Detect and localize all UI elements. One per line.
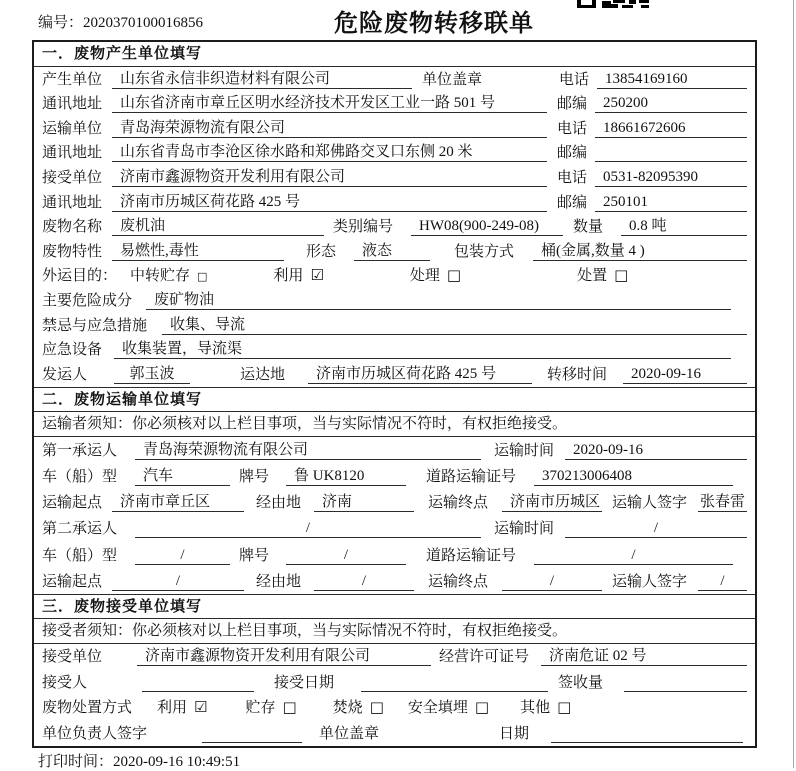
document-number-value: 2020370100016856 bbox=[83, 15, 204, 31]
row-receiver bbox=[34, 165, 755, 190]
carrier-value: / bbox=[135, 520, 481, 538]
plate-label: 牌号 bbox=[239, 547, 270, 564]
transporter-notice: 运输者须知：你必须核对以上栏目事项，当与实际情况不符时，有权拒绝接受。 bbox=[34, 412, 755, 437]
address-value: 山东省青岛市李沧区徐水路和郑佛路交叉口东侧 20 米 bbox=[112, 140, 547, 162]
address-value: 济南市历城区荷花路 425 号 bbox=[112, 190, 547, 212]
date-label: 日期 bbox=[499, 725, 530, 742]
checkbox-label: 中转贮存 bbox=[130, 268, 191, 285]
receiving-unit-label: 接受单位 bbox=[42, 649, 103, 666]
page-right-edge-line bbox=[793, 0, 794, 768]
row-vehicle-2 bbox=[34, 541, 755, 567]
producer-value: 山东省永信非织造材料有限公司 bbox=[112, 67, 412, 89]
checkbox-checked-icon: ☑ bbox=[194, 698, 208, 717]
receiver-label: 接受单位 bbox=[42, 169, 103, 186]
checkbox-label: 贮存 bbox=[245, 700, 276, 717]
origin-label: 运输起点 bbox=[42, 573, 103, 590]
row-receiver-address bbox=[34, 190, 755, 215]
zip-label: 邮编 bbox=[557, 194, 588, 211]
equipment-value: 收集装置，导流渠 bbox=[114, 337, 731, 359]
character-label: 废物特性 bbox=[42, 243, 103, 260]
purpose-label: 外运目的： bbox=[42, 268, 118, 285]
quantity-value: 0.8 吨 bbox=[621, 214, 747, 236]
permit-label: 经营许可证号 bbox=[439, 649, 530, 666]
shipper-value: 郭玉波 bbox=[114, 362, 190, 384]
purpose-option-use bbox=[273, 264, 323, 285]
road-license-value: 370213006408 bbox=[534, 468, 733, 486]
purpose-option-storage bbox=[130, 264, 207, 285]
origin-label: 运输起点 bbox=[42, 495, 103, 512]
hazard-value: 废矿物油 bbox=[146, 288, 731, 310]
vehicle-type-value: / bbox=[135, 547, 230, 565]
checkbox-icon: □ bbox=[614, 266, 629, 285]
document-number-label: 编号： bbox=[38, 15, 84, 31]
received-amount-label: 签收量 bbox=[558, 674, 604, 691]
checkbox-label: 其他 bbox=[520, 700, 551, 717]
plate-value: / bbox=[286, 547, 406, 565]
vehicle-type-label: 车（船）型 bbox=[42, 547, 118, 564]
print-time-label: 打印时间： bbox=[38, 754, 114, 770]
purpose-option-dispose bbox=[577, 264, 628, 285]
zip-value: 250200 bbox=[595, 95, 747, 113]
receiving-unit-value: 济南市鑫源物资开发利用有限公司 bbox=[137, 644, 431, 666]
purpose-option-treat bbox=[410, 264, 461, 285]
row-route-2 bbox=[34, 568, 755, 594]
receive-date-value bbox=[361, 691, 548, 692]
endpoint-label: 运输终点 bbox=[428, 495, 489, 512]
endpoint-value: 济南市历城区 bbox=[502, 490, 602, 512]
origin-value: 济南市章丘区 bbox=[112, 490, 244, 512]
emergency-value: 收集、导流 bbox=[162, 313, 747, 335]
responsible-signature-value bbox=[202, 742, 302, 743]
receive-date-label: 接受日期 bbox=[274, 674, 335, 691]
via-value: / bbox=[314, 573, 414, 591]
checkbox-label: 利用 bbox=[273, 268, 304, 285]
checkbox-icon: □ bbox=[557, 698, 572, 717]
phone-label: 电话 bbox=[557, 120, 588, 137]
row-waste-name bbox=[34, 215, 755, 240]
qr-code-fragment bbox=[577, 0, 655, 9]
vehicle-type-label: 车（船）型 bbox=[42, 469, 118, 486]
checkbox-label: 处置 bbox=[577, 268, 608, 285]
road-license-label: 道路运输证号 bbox=[426, 547, 517, 564]
disposal-option-other bbox=[520, 696, 571, 717]
road-license-label: 道路运输证号 bbox=[426, 469, 517, 486]
row-shipper bbox=[34, 362, 755, 387]
form-label: 形态 bbox=[306, 243, 337, 260]
checkbox-icon: □ bbox=[282, 698, 297, 717]
shipper-label: 发运人 bbox=[42, 366, 88, 383]
print-time-value: 2020-09-16 10:49:51 bbox=[113, 754, 241, 770]
row-responsible-signature bbox=[34, 720, 755, 746]
receiving-person-value bbox=[142, 691, 254, 692]
destination-label: 运达地 bbox=[240, 366, 286, 383]
vehicle-type-value: 汽车 bbox=[135, 464, 230, 486]
transporter-value: 青岛海荣源物流有限公司 bbox=[112, 116, 547, 138]
phone-label: 电话 bbox=[559, 71, 590, 88]
phone-value: 18661672606 bbox=[595, 120, 747, 138]
checkbox-icon: □ bbox=[197, 270, 208, 284]
endpoint-label: 运输终点 bbox=[428, 573, 489, 590]
phone-label: 电话 bbox=[557, 169, 588, 186]
document-number bbox=[38, 11, 203, 32]
checkbox-icon: □ bbox=[369, 698, 384, 717]
disposal-option-landfill bbox=[408, 696, 489, 717]
permit-value: 济南危证 02 号 bbox=[541, 644, 747, 666]
address-label: 通讯地址 bbox=[42, 194, 103, 211]
unit-seal-label: 单位盖章 bbox=[422, 71, 483, 88]
waste-name-label: 废物名称 bbox=[42, 219, 103, 236]
form-value: 液态 bbox=[354, 239, 430, 261]
quantity-label: 数量 bbox=[573, 219, 604, 236]
transport-time-value: 2020-09-16 bbox=[565, 442, 747, 460]
row-waste-character bbox=[34, 239, 755, 264]
carrier-label: 第一承运人 bbox=[42, 442, 118, 459]
row-vehicle-1 bbox=[34, 463, 755, 489]
carrier-signature-label: 运输人签字 bbox=[612, 573, 688, 590]
section-receiver bbox=[34, 594, 755, 746]
section2-title: 二．废物运输单位填写 bbox=[34, 387, 755, 412]
plate-label: 牌号 bbox=[239, 469, 270, 486]
category-label: 类别编号 bbox=[333, 219, 394, 236]
zip-value bbox=[595, 161, 747, 162]
checkbox-label: 处理 bbox=[409, 268, 440, 285]
address-label: 通讯地址 bbox=[42, 96, 103, 113]
packing-value: 桶(金属,数量 4 ) bbox=[533, 239, 747, 261]
checkbox-label: 安全填埋 bbox=[407, 700, 468, 717]
received-amount-value bbox=[624, 691, 747, 692]
endpoint-value: / bbox=[502, 573, 602, 591]
section3-title: 三．废物接受单位填写 bbox=[34, 594, 755, 619]
transfer-date-value: 2020-09-16 bbox=[623, 366, 747, 384]
transport-time-label: 运输时间 bbox=[494, 442, 555, 459]
via-label: 经由地 bbox=[256, 495, 302, 512]
row-producer-address bbox=[34, 92, 755, 117]
origin-value: / bbox=[112, 573, 244, 591]
disposal-option-incinerate bbox=[333, 696, 384, 717]
checkbox-label: 利用 bbox=[157, 700, 188, 717]
category-value: HW08(900-249-08) bbox=[411, 218, 563, 236]
row-receiving-person bbox=[34, 669, 755, 695]
address-label: 通讯地址 bbox=[42, 145, 103, 162]
row-first-carrier bbox=[34, 437, 755, 463]
via-label: 经由地 bbox=[256, 573, 302, 590]
disposal-option-use bbox=[157, 696, 207, 717]
plate-value: 鲁 UK8120 bbox=[286, 464, 406, 486]
row-transporter-address bbox=[34, 141, 755, 166]
row-receiving-unit bbox=[34, 644, 755, 670]
row-emergency-measures bbox=[34, 313, 755, 338]
waste-name-value: 废机油 bbox=[112, 214, 324, 236]
receiver-value: 济南市鑫源物资开发利用有限公司 bbox=[112, 165, 547, 187]
page-title: 危险废物转移联单 bbox=[334, 11, 534, 37]
destination-value: 济南市历城区荷花路 425 号 bbox=[308, 362, 532, 384]
producer-label: 产生单位 bbox=[42, 71, 103, 88]
manifest-form bbox=[32, 40, 757, 748]
checkbox-icon: □ bbox=[446, 266, 462, 285]
character-value: 易燃性,毒性 bbox=[112, 239, 284, 261]
carrier-label: 第二承运人 bbox=[42, 521, 118, 538]
road-license-value: / bbox=[534, 547, 733, 565]
carrier-signature-value: / bbox=[698, 573, 747, 591]
zip-value: 250101 bbox=[595, 194, 747, 212]
receiving-person-label: 接受人 bbox=[42, 674, 88, 691]
carrier-signature-label: 运输人签字 bbox=[612, 495, 688, 512]
transfer-date-label: 转移时间 bbox=[547, 366, 608, 383]
emergency-label: 禁忌与应急措施 bbox=[42, 317, 148, 334]
phone-value: 13854169160 bbox=[597, 71, 747, 89]
row-second-carrier bbox=[34, 515, 755, 541]
checkbox-icon: □ bbox=[474, 698, 490, 717]
zip-label: 邮编 bbox=[557, 96, 588, 113]
transporter-label: 运输单位 bbox=[42, 120, 103, 137]
carrier-value: 青岛海荣源物流有限公司 bbox=[135, 438, 481, 460]
receiver-notice: 接受者须知：你必须核对以上栏目事项，当与实际情况不符时，有权拒绝接受。 bbox=[34, 619, 755, 644]
checkbox-label: 焚烧 bbox=[332, 700, 363, 717]
disposal-method-label: 废物处置方式 bbox=[42, 700, 133, 717]
transport-time-value: / bbox=[565, 520, 747, 538]
unit-seal-label: 单位盖章 bbox=[319, 725, 380, 742]
transport-time-label: 运输时间 bbox=[494, 521, 555, 538]
row-transporter bbox=[34, 116, 755, 141]
hazard-label: 主要危险成分 bbox=[42, 292, 133, 309]
row-transfer-purpose bbox=[34, 264, 755, 289]
carrier-signature-value: 张春雷 bbox=[698, 490, 747, 512]
row-producer bbox=[34, 67, 755, 92]
equipment-label: 应急设备 bbox=[42, 342, 103, 359]
row-emergency-equipment bbox=[34, 338, 755, 363]
disposal-option-storage bbox=[245, 696, 296, 717]
address-value: 山东省济南市章丘区明水经济技术开发区工业一路 501 号 bbox=[112, 91, 547, 113]
via-value: 济南 bbox=[314, 490, 414, 512]
row-route-1 bbox=[34, 489, 755, 515]
packing-label: 包装方式 bbox=[454, 243, 515, 260]
section1-title: 一．废物产生单位填写 bbox=[34, 42, 755, 67]
section-producer bbox=[34, 42, 755, 387]
responsible-signature-label: 单位负责人签字 bbox=[42, 725, 148, 742]
checkbox-checked-icon: ☑ bbox=[310, 266, 324, 285]
row-disposal-method bbox=[34, 695, 755, 721]
phone-value: 0531-82095390 bbox=[595, 169, 747, 187]
row-hazard-component bbox=[34, 288, 755, 313]
section-transporter bbox=[34, 387, 755, 594]
date-value bbox=[551, 742, 743, 743]
zip-label: 邮编 bbox=[557, 145, 588, 162]
